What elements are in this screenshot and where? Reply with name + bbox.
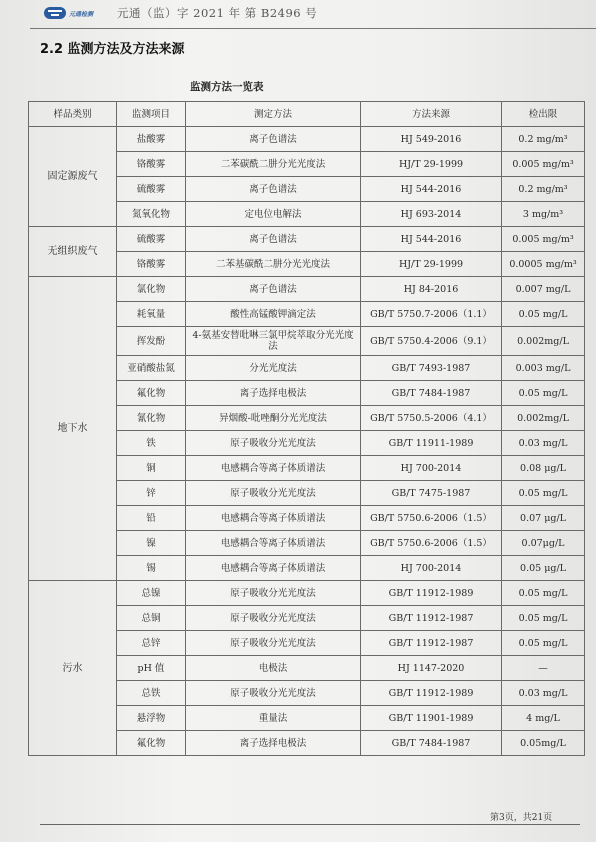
- source-cell: HJ/T 29-1999: [361, 152, 502, 177]
- column-header: 测定方法: [186, 102, 361, 127]
- item-cell: 总铜: [117, 606, 186, 631]
- source-cell: GB/T 7484-1987: [361, 381, 502, 406]
- item-cell: 悬浮物: [117, 706, 186, 731]
- item-cell: 氯化物: [117, 277, 186, 302]
- limit-cell: 0.05 mg/L: [502, 606, 585, 631]
- method-cell: 离子选择电极法: [186, 731, 361, 756]
- source-cell: HJ/T 29-1999: [361, 252, 502, 277]
- source-cell: GB/T 7475-1987: [361, 481, 502, 506]
- limit-cell: 0.05 mg/L: [502, 581, 585, 606]
- method-cell: 离子色谱法: [186, 177, 361, 202]
- column-header: 方法来源: [361, 102, 502, 127]
- item-cell: 亚硝酸盐氮: [117, 356, 186, 381]
- source-cell: GB/T 11912-1989: [361, 681, 502, 706]
- item-cell: 总锌: [117, 631, 186, 656]
- sample-category-cell: 污水: [29, 581, 117, 756]
- item-cell: 氟化物: [117, 381, 186, 406]
- item-cell: 铅: [117, 506, 186, 531]
- method-cell: 4-氨基安替吡啉三氯甲烷萃取分光光度法: [186, 327, 361, 356]
- source-cell: GB/T 7484-1987: [361, 731, 502, 756]
- source-cell: HJ 544-2016: [361, 177, 502, 202]
- item-cell: 氮氧化物: [117, 202, 186, 227]
- limit-cell: 3 mg/m³: [502, 202, 585, 227]
- limit-cell: —: [502, 656, 585, 681]
- sample-category-cell: 地下水: [29, 277, 117, 581]
- method-cell: 电感耦合等离子体质谱法: [186, 506, 361, 531]
- source-cell: GB/T 5750.4-2006（9.1）: [361, 327, 502, 356]
- source-cell: HJ 700-2014: [361, 556, 502, 581]
- method-cell: 原子吸收分光光度法: [186, 481, 361, 506]
- source-cell: GB/T 5750.7-2006（1.1）: [361, 302, 502, 327]
- source-cell: GB/T 5750.6-2006（1.5）: [361, 531, 502, 556]
- method-cell: 重量法: [186, 706, 361, 731]
- logo-mark-icon: [44, 6, 66, 20]
- item-cell: 耗氧量: [117, 302, 186, 327]
- item-cell: 铁: [117, 431, 186, 456]
- item-cell: 镍: [117, 531, 186, 556]
- item-cell: 氰化物: [117, 406, 186, 431]
- item-cell: 铬酸雾: [117, 152, 186, 177]
- source-cell: GB/T 11912-1987: [361, 606, 502, 631]
- table-row: [29, 277, 585, 302]
- sample-category-cell: 无组织废气: [29, 227, 117, 277]
- method-cell: 离子色谱法: [186, 127, 361, 152]
- limit-cell: 0.03 mg/L: [502, 681, 585, 706]
- table-row: [29, 581, 585, 606]
- document-number: 元通（监）字 2021 年 第 B2496 号: [117, 6, 318, 20]
- method-cell: 离子色谱法: [186, 227, 361, 252]
- method-cell: 酸性高锰酸钾滴定法: [186, 302, 361, 327]
- item-cell: pH 值: [117, 656, 186, 681]
- column-header: 监测项目: [117, 102, 186, 127]
- source-cell: HJ 1147-2020: [361, 656, 502, 681]
- item-cell: 硫酸雾: [117, 177, 186, 202]
- item-cell: 总铁: [117, 681, 186, 706]
- item-cell: 锡: [117, 556, 186, 581]
- item-cell: 硫酸雾: [117, 227, 186, 252]
- limit-cell: 0.2 mg/m³: [502, 127, 585, 152]
- methods-table: [28, 101, 585, 756]
- column-header: 样品类别: [29, 102, 117, 127]
- limit-cell: 0.002mg/L: [502, 406, 585, 431]
- method-cell: 原子吸收分光光度法: [186, 681, 361, 706]
- method-cell: 分光光度法: [186, 356, 361, 381]
- limit-cell: 0.07μg/L: [502, 531, 585, 556]
- source-cell: GB/T 11911-1989: [361, 431, 502, 456]
- company-logo: [44, 4, 106, 22]
- item-cell: 盐酸雾: [117, 127, 186, 152]
- limit-cell: 0.007 mg/L: [502, 277, 585, 302]
- item-cell: 总镍: [117, 581, 186, 606]
- header-divider: [30, 28, 596, 29]
- limit-cell: 0.005 mg/m³: [502, 152, 585, 177]
- source-cell: HJ 549-2016: [361, 127, 502, 152]
- source-cell: HJ 700-2014: [361, 456, 502, 481]
- limit-cell: 0.05 mg/L: [502, 631, 585, 656]
- method-cell: 异烟酸-吡唑酮分光光度法: [186, 406, 361, 431]
- method-cell: 电感耦合等离子体质谱法: [186, 556, 361, 581]
- source-cell: GB/T 5750.5-2006（4.1）: [361, 406, 502, 431]
- limit-cell: 0.002mg/L: [502, 327, 585, 356]
- method-cell: 电感耦合等离子体质谱法: [186, 531, 361, 556]
- method-cell: 电极法: [186, 656, 361, 681]
- source-cell: GB/T 7493-1987: [361, 356, 502, 381]
- source-cell: HJ 693-2014: [361, 202, 502, 227]
- source-cell: HJ 84-2016: [361, 277, 502, 302]
- method-cell: 二苯基碳酰二肼分光光度法: [186, 252, 361, 277]
- limit-cell: 0.003 mg/L: [502, 356, 585, 381]
- source-cell: GB/T 5750.6-2006（1.5）: [361, 506, 502, 531]
- method-cell: 电感耦合等离子体质谱法: [186, 456, 361, 481]
- method-cell: 原子吸收分光光度法: [186, 631, 361, 656]
- limit-cell: 0.03 mg/L: [502, 431, 585, 456]
- source-cell: GB/T 11912-1987: [361, 631, 502, 656]
- limit-cell: 0.07 μg/L: [502, 506, 585, 531]
- limit-cell: 0.005 mg/m³: [502, 227, 585, 252]
- method-cell: 原子吸收分光光度法: [186, 606, 361, 631]
- limit-cell: 0.05 mg/L: [502, 302, 585, 327]
- limit-cell: 0.05mg/L: [502, 731, 585, 756]
- column-header: 检出限: [502, 102, 585, 127]
- limit-cell: 4 mg/L: [502, 706, 585, 731]
- limit-cell: 0.08 μg/L: [502, 456, 585, 481]
- item-cell: 挥发酚: [117, 327, 186, 356]
- item-cell: 锌: [117, 481, 186, 506]
- limit-cell: 0.05 mg/L: [502, 481, 585, 506]
- table-body: [29, 127, 585, 756]
- logo-text: 元通检测: [69, 10, 94, 18]
- method-cell: 离子选择电极法: [186, 381, 361, 406]
- section-title: 2.2 监测方法及方法来源: [40, 42, 185, 57]
- table-header-row: [29, 102, 585, 127]
- table-row: [29, 127, 585, 152]
- method-cell: 离子色谱法: [186, 277, 361, 302]
- source-cell: HJ 544-2016: [361, 227, 502, 252]
- limit-cell: 0.05 μg/L: [502, 556, 585, 581]
- method-cell: 原子吸收分光光度法: [186, 581, 361, 606]
- footer-divider: [40, 824, 580, 825]
- item-cell: 铜: [117, 456, 186, 481]
- page-number: 第3页，共21页: [490, 813, 553, 823]
- table-title: 监测方法一览表: [190, 81, 264, 93]
- table-row: [29, 227, 585, 252]
- source-cell: GB/T 11901-1989: [361, 706, 502, 731]
- item-cell: 铬酸雾: [117, 252, 186, 277]
- sample-category-cell: 固定源废气: [29, 127, 117, 227]
- method-cell: 二苯碳酰二肼分光光度法: [186, 152, 361, 177]
- method-cell: 定电位电解法: [186, 202, 361, 227]
- limit-cell: 0.0005 mg/m³: [502, 252, 585, 277]
- limit-cell: 0.05 mg/L: [502, 381, 585, 406]
- limit-cell: 0.2 mg/m³: [502, 177, 585, 202]
- source-cell: GB/T 11912-1989: [361, 581, 502, 606]
- method-cell: 原子吸收分光光度法: [186, 431, 361, 456]
- item-cell: 氟化物: [117, 731, 186, 756]
